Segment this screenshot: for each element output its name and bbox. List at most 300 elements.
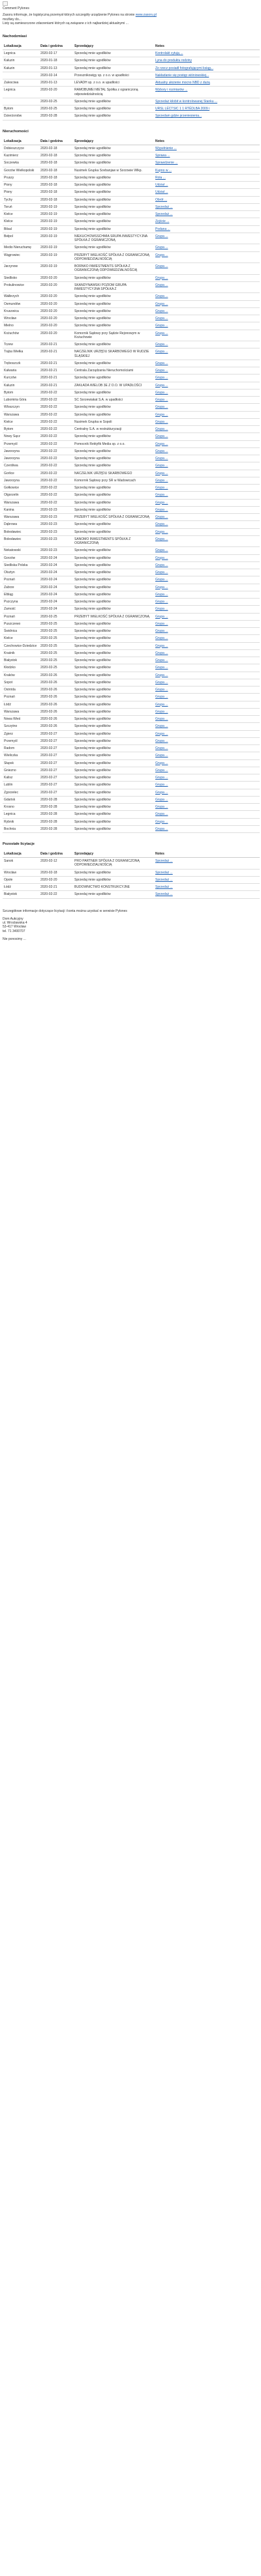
cell-notes[interactable]: Podana ... <box>154 225 260 233</box>
cell-date: 2020-02-25 <box>39 613 73 620</box>
cell-seller: Sprzedaj mnie ugodlkiów <box>73 375 154 382</box>
cell-seller: Sprzedaj mnie ugodlkiów <box>73 98 154 105</box>
cell-notes[interactable]: Grupa ... <box>154 426 260 433</box>
cell-notes[interactable]: Grupa ... <box>154 737 260 744</box>
cell-location: Warszawa <box>3 411 39 418</box>
cell-notes[interactable]: Grupa ... <box>154 411 260 418</box>
cell-seller: Sprzedaj mnie ugodlkiów <box>73 57 154 64</box>
table-row <box>3 64 260 72</box>
cell-seller: Centrala Zarządzania Nieruchomościami <box>73 367 154 375</box>
table-row <box>3 782 260 789</box>
table-row <box>3 561 260 569</box>
cell-notes[interactable]: Grupa ... <box>154 397 260 404</box>
cell-location: Kaluzin <box>3 64 39 72</box>
cell-notes[interactable]: Grupa ... <box>154 274 260 281</box>
cell-notes[interactable]: Grupa ... <box>154 433 260 440</box>
cell-notes[interactable]: Grupa ... <box>154 613 260 620</box>
cell-date: 2020-02-24 <box>39 584 73 591</box>
cell-location: Czerśliwa <box>3 462 39 470</box>
cell-notes[interactable]: Grupa ... <box>154 440 260 447</box>
cell-notes[interactable]: Grupa ... <box>154 375 260 382</box>
table-row <box>3 664 260 672</box>
cell-location: Gniezno <box>3 767 39 774</box>
table-row <box>3 152 260 160</box>
cell-seller: Sprzedaj mnie ugodlkiów <box>73 554 154 561</box>
column-header: Lokalizacja <box>3 851 39 858</box>
cell-location: Piony <box>3 182 39 189</box>
column-header: Notes <box>154 851 260 858</box>
column-header: Data i godzina <box>39 851 73 858</box>
cell-location: Mielno <box>3 322 39 330</box>
cell-notes[interactable]: Nakładanie się postęp wiśniowskiej... <box>154 72 260 79</box>
cell-date: 2020-02-19 <box>39 218 73 225</box>
cell-seller: Sprzedaj mnie ugodlkiów <box>73 635 154 642</box>
cell-date: 2020-02-21 <box>39 375 73 382</box>
cell-date: 2020-02-23 <box>39 528 73 535</box>
cell-notes[interactable]: Udział ... <box>154 182 260 189</box>
listing-table <box>3 851 260 899</box>
cell-notes[interactable]: Grupa ... <box>154 300 260 307</box>
cell-notes[interactable]: Grupa ... <box>154 716 260 723</box>
cell-location: Gorzów Wielkopolski <box>3 167 39 174</box>
cell-notes[interactable]: Grupa ... <box>154 584 260 591</box>
table-row <box>3 389 260 396</box>
cell-date: 2020-02-28 <box>39 113 73 120</box>
cell-notes[interactable]: Grupa ... <box>154 767 260 774</box>
cell-notes[interactable]: Grupa ... <box>154 804 260 811</box>
cell-notes[interactable]: Kontrolakt cytują ... <box>154 50 260 57</box>
site-name: Comment Pylones <box>3 7 29 10</box>
cell-location: Tczew <box>3 341 39 348</box>
cell-date: 2020-02-21 <box>39 360 73 367</box>
cell-date: 2020-02-28 <box>39 811 73 818</box>
cell-location: Opole <box>3 876 39 883</box>
cell-notes[interactable]: Grupa ... <box>154 789 260 796</box>
cell-notes[interactable]: Grupa ... <box>154 782 260 789</box>
cell-notes[interactable]: Grupa ... <box>154 730 260 737</box>
table-row <box>3 584 260 591</box>
listing-table <box>3 138 260 834</box>
cell-notes[interactable]: Grupa ... <box>154 635 260 642</box>
cell-notes[interactable]: Grupa ... <box>154 535 260 547</box>
cell-notes[interactable]: Kupno w ... <box>154 167 260 174</box>
cell-date: 2020-02-27 <box>39 730 73 737</box>
cell-date: 2020-02-18 <box>39 152 73 160</box>
cell-seller: Sprzedaj mnie ugodlkiów <box>73 716 154 723</box>
cell-location: Kraków <box>3 672 39 679</box>
cell-seller: Sprzedaj mnie ugodlkiów <box>73 796 154 803</box>
cell-location: Słupsk <box>3 759 39 767</box>
cell-notes[interactable]: Grupa ... <box>154 752 260 759</box>
cell-location: Olsztyn <box>3 569 39 576</box>
cell-location: Kielce <box>3 635 39 642</box>
cell-notes[interactable]: Grupa ... <box>154 701 260 708</box>
table-row <box>3 382 260 389</box>
table-row <box>3 804 260 811</box>
cell-notes[interactable]: Aktualny ułożenie mocno NBD z dużą <box>154 79 260 87</box>
table-row <box>3 174 260 181</box>
cell-notes[interactable]: Grupa ... <box>154 554 260 561</box>
cell-notes[interactable]: Grupa ... <box>154 694 260 701</box>
cell-location: Radom <box>3 745 39 752</box>
table-row <box>3 649 260 657</box>
cell-date: 2020-02-19 <box>39 225 73 233</box>
sections-container <box>3 35 260 899</box>
cell-location: Jaworzyna <box>3 447 39 455</box>
cell-date: 2020-02-22 <box>39 440 73 447</box>
cell-location: Pszczyna <box>3 599 39 606</box>
cell-location: Piony <box>3 189 39 196</box>
cell-seller: RAMOBUMEI METAL Spółka z ograniczoną odpowiedzialnością <box>73 87 154 98</box>
cell-seller: PRZEBYT WIELKOŚĆ SPÓŁKA Z OGRANICZONĄ ODPOWIEDZIALNOŚCIĄ <box>73 251 154 263</box>
table-row <box>3 341 260 348</box>
cell-notes[interactable]: Grupa ... <box>154 462 260 470</box>
cell-seller: Sprzedaj mnie ugodlkiów <box>73 404 154 411</box>
cell-notes[interactable]: Grupa ... <box>154 576 260 584</box>
cell-location: Legnica <box>3 811 39 818</box>
cell-notes[interactable]: Ze rzecz posiadł fotografującymi ksiąg... <box>154 64 260 72</box>
table-row <box>3 858 260 870</box>
cell-seller: Sprzedaj mnie ugodlkiów <box>73 818 154 825</box>
table-row <box>3 470 260 477</box>
cell-date: 2020-02-20 <box>39 330 73 341</box>
cell-location: Jaworzyna <box>3 455 39 462</box>
cell-notes[interactable]: Grupa ... <box>154 569 260 576</box>
cell-seller: Sprzedaj mnie ugodlkiów <box>73 64 154 72</box>
column-header: Notes <box>154 43 260 50</box>
cell-notes[interactable]: Sprzedaż kilobit w kontrolowanej Stanku ... <box>154 98 260 105</box>
cell-location: Ostróda <box>3 686 39 694</box>
table-row <box>3 547 260 554</box>
table-row <box>3 613 260 620</box>
cell-notes[interactable]: Sprzedaż ... <box>154 858 260 870</box>
table-row <box>3 528 260 535</box>
cell-notes[interactable]: Grupa ... <box>154 723 260 730</box>
cell-location: Bolesławiec <box>3 535 39 547</box>
cell-seller: Sprzedaj mnie ugodlkiów <box>73 218 154 225</box>
cell-date: 2020-02-23 <box>39 547 73 554</box>
table-row <box>3 628 260 635</box>
cell-notes[interactable]: Grupa ... <box>154 599 260 606</box>
table-row <box>3 606 260 613</box>
cell-notes[interactable]: Grupa ... <box>154 657 260 664</box>
cell-notes[interactable]: Grupa ... <box>154 811 260 818</box>
address-line: Dom Aukcyjny <box>3 916 23 921</box>
table-row <box>3 79 260 87</box>
cell-location: Jaworzyna <box>3 477 39 484</box>
cell-notes[interactable]: Grupa ... <box>154 561 260 569</box>
cell-date: 2020-02-25 <box>39 649 73 657</box>
cell-seller: Sprzedaj mnie ugodlkiów <box>73 628 154 635</box>
cell-seller: Nusimek Grupka w Sopoli <box>73 418 154 425</box>
cell-location <box>3 98 39 105</box>
table-row <box>3 679 260 686</box>
cell-notes[interactable]: Grupa ... <box>154 382 260 389</box>
cell-notes[interactable]: Grupa ... <box>154 263 260 275</box>
cell-notes[interactable]: Grupa ... <box>154 447 260 455</box>
table-row <box>3 244 260 251</box>
cell-date: 2020-02-19 <box>39 244 73 251</box>
cell-notes[interactable]: Grupa ... <box>154 470 260 477</box>
table-row <box>3 182 260 189</box>
cell-date: 2020-02-22 <box>39 477 73 484</box>
table-row <box>3 251 260 263</box>
address-line: tel. 71 3400707 <box>3 929 25 933</box>
cell-notes[interactable]: Obrót ... <box>154 196 260 203</box>
cell-location: Nowy Sącz <box>3 433 39 440</box>
cell-notes[interactable]: Sprzedaż ... <box>154 203 260 210</box>
cell-notes[interactable]: Grupa ... <box>154 672 260 679</box>
cell-seller: Sprzedaj mnie ugodlkiów <box>73 547 154 554</box>
cell-location: Lublin <box>3 782 39 789</box>
cell-seller: Sprzedaj mnie ugodlkiów <box>73 113 154 120</box>
cell-seller: Sprzedaj mnie ugodlkiów <box>73 642 154 649</box>
cell-location: Tychy <box>3 196 39 203</box>
cell-date: 2020-02-26 <box>39 679 73 686</box>
table-row <box>3 492 260 499</box>
cell-seller: Sprzedaj mnie ugodlkiów <box>73 789 154 796</box>
cell-notes[interactable]: Grupa ... <box>154 281 260 293</box>
intro-line-1: Zasoru informuje, że logistyczną przemysł których szczegóły urządzenie Pylones na stronie www.zasoru.pl <box>3 13 157 18</box>
cell-notes[interactable]: Grupa ... <box>154 745 260 752</box>
section-title: Pozostałe licytacje <box>3 842 35 846</box>
cell-seller: Sprzedaj mnie ugodlkiów <box>73 774 154 782</box>
cell-date: 2020-02-25 <box>39 642 73 649</box>
table-row <box>3 87 260 98</box>
table-row <box>3 686 260 694</box>
cell-notes[interactable]: Grupa ... <box>154 649 260 657</box>
cell-notes[interactable]: Grupa ... <box>154 521 260 528</box>
intro-line-3: Listy są zamieszczone zdarzeniami których są związane z ich najbardziej aktualnymi ... <box>3 21 129 25</box>
cell-location: Gorzów <box>3 554 39 561</box>
cell-seller: Sprzedaj mnie ugodlkiów <box>73 752 154 759</box>
cell-notes[interactable]: Grupa ... <box>154 774 260 782</box>
cell-date: 2020-02-28 <box>39 825 73 832</box>
address-line: ul. Wrocławska 4 <box>3 921 27 926</box>
cell-notes[interactable]: Grupa ... <box>154 506 260 513</box>
footer-disclaimer: Nie ponosimy ... <box>3 937 26 941</box>
cell-location: Bochnia <box>3 825 39 832</box>
cell-notes[interactable]: Grupa ... <box>154 455 260 462</box>
cell-date: 2020-02-18 <box>39 182 73 189</box>
cell-seller: Sprzedaj mnie ugodlkiów <box>73 620 154 627</box>
cell-notes[interactable]: Grupa ... <box>154 628 260 635</box>
cell-date: 2020-02-25 <box>39 664 73 672</box>
cell-notes[interactable]: Sprzedaż ... <box>154 211 260 218</box>
cell-notes[interactable]: Sprawdzenie ... <box>154 160 260 167</box>
cell-notes[interactable]: Grupa ... <box>154 796 260 803</box>
cell-location: Sopot <box>3 679 39 686</box>
cell-date: 2020-02-26 <box>39 723 73 730</box>
cell-seller: Sprzedaj mnie ugodlkiów <box>73 649 154 657</box>
cell-notes[interactable]: Grupa ... <box>154 322 260 330</box>
table-row <box>3 330 260 341</box>
cell-location: Zgierz <box>3 730 39 737</box>
cell-location: Kalisz <box>3 774 39 782</box>
cell-location: Gdańsk <box>3 796 39 803</box>
cell-date: 2020-02-21 <box>39 382 73 389</box>
cell-location: Siedlisko <box>3 274 39 281</box>
intro-link[interactable]: www.zasoru.pl <box>135 13 157 18</box>
cell-date: 2020-02-28 <box>39 804 73 811</box>
cell-notes[interactable]: Grupa ... <box>154 477 260 484</box>
cell-notes[interactable]: URSL LÉCTSIC 1 1 RTÉDLBA 2009 i <box>154 106 260 113</box>
cell-location: Białystok <box>3 657 39 664</box>
cell-notes[interactable]: Grupa ... <box>154 528 260 535</box>
cell-notes[interactable]: Grupa ... <box>154 341 260 348</box>
cell-notes[interactable]: Grupa ... <box>154 664 260 672</box>
cell-notes[interactable]: Grupa ... <box>154 315 260 322</box>
cell-notes[interactable]: Grupa ... <box>154 679 260 686</box>
cell-seller: Sprzedaj mnie ugodlkiów <box>73 315 154 322</box>
cell-seller: Sprzedaj mnie ugodlkiów <box>73 759 154 767</box>
table-row <box>3 348 260 360</box>
cell-seller: Przesznikowigy sp. z o.o. w upadłości <box>73 72 154 79</box>
cell-seller: Nusimek Grupka Sovbanjaw w Sorzowie Wlkp. <box>73 167 154 174</box>
cell-seller: Sprzedaj mnie ugodlkiów <box>73 521 154 528</box>
cell-notes[interactable]: Grupa ... <box>154 499 260 506</box>
table-row <box>3 218 260 225</box>
cell-date: 2020-02-27 <box>39 767 73 774</box>
cell-date: 2020-02-21 <box>39 348 73 360</box>
cell-notes[interactable]: Grupa ... <box>154 708 260 715</box>
cell-seller: Sprzedaj mnie ugodlkiów <box>73 274 154 281</box>
cell-notes[interactable]: Rola ... <box>154 174 260 181</box>
table-row <box>3 635 260 642</box>
cell-seller: Sprzedaj mnie ugodlkiów <box>73 499 154 506</box>
cell-notes[interactable]: Sprzedaż ... <box>154 869 260 876</box>
cell-seller: BUDOWNICTWO KONSTRUKCYJNE <box>73 884 154 891</box>
cell-date: 2020-02-26 <box>39 672 73 679</box>
cell-seller: Centralny S.A. w restrukturyzacji <box>73 426 154 433</box>
cell-date: 2020-02-20 <box>39 87 73 98</box>
cell-date: 2020-02-26 <box>39 694 73 701</box>
cell-seller: Sprzedaj mnie ugodlkiów <box>73 145 154 152</box>
cell-seller: Sprzedaj mnie ugodlkiów <box>73 492 154 499</box>
cell-location: Tręboszczk <box>3 360 39 367</box>
cell-date: 2020-02-24 <box>39 569 73 576</box>
cell-notes[interactable]: Grupa ... <box>154 514 260 521</box>
column-header: Lokalizacja <box>3 43 39 50</box>
cell-notes[interactable]: Grupa ... <box>154 825 260 832</box>
cell-notes[interactable]: Grupa ... <box>154 389 260 396</box>
cell-notes[interactable]: Grupa ... <box>154 244 260 251</box>
cell-notes[interactable]: Grupa ... <box>154 233 260 244</box>
cell-notes[interactable]: Grupa ... <box>154 620 260 627</box>
cell-seller: Sprzedaj mnie ugodlkiów <box>73 723 154 730</box>
cell-notes[interactable]: Grupa ... <box>154 418 260 425</box>
cell-seller: Sprzedaj mnie ugodlkiów <box>73 708 154 715</box>
cell-notes[interactable]: Grupa ... <box>154 492 260 499</box>
cell-location: Medio Nieruchamę <box>3 244 39 251</box>
cell-notes[interactable]: Wybory i rozmiarów ... <box>154 87 260 98</box>
cell-notes[interactable]: Zejście ... <box>154 218 260 225</box>
cell-date: 2020-02-25 <box>39 98 73 105</box>
cell-notes[interactable]: Grupa ... <box>154 686 260 694</box>
cell-notes[interactable]: Grupa ... <box>154 307 260 315</box>
cell-notes[interactable]: Grupa ... <box>154 330 260 341</box>
cell-location: Białystok <box>3 891 39 898</box>
table-row <box>3 375 260 382</box>
cell-seller: Sprzedaj mnie ugodlkiów <box>73 174 154 181</box>
cell-seller: Sprzedaj mnie ugodlkiów <box>73 433 154 440</box>
cell-seller: Sprzedaj mnie ugodlkiów <box>73 506 154 513</box>
cell-seller: Sprzedaj mnie ugodlkiów <box>73 745 154 752</box>
cell-notes[interactable]: Grupa ... <box>154 485 260 492</box>
cell-seller: Pomocnik Rektyfik Media sp. z o.o. <box>73 440 154 447</box>
cell-notes[interactable]: Grupa ... <box>154 251 260 263</box>
cell-date: 2020-02-22 <box>39 404 73 411</box>
column-header: Data i godzina <box>39 138 73 145</box>
cell-notes[interactable]: Grupa ... <box>154 404 260 411</box>
cell-location: Klelce <box>3 218 39 225</box>
table-row <box>3 730 260 737</box>
cell-date: 2020-02-20 <box>39 876 73 883</box>
cell-location: Przemyśl <box>3 737 39 744</box>
cell-date: 2020-02-22 <box>39 462 73 470</box>
cell-location: Sanok <box>3 858 39 870</box>
cell-notes[interactable]: Grupa ... <box>154 367 260 375</box>
section-title: Nachodzmiasi <box>3 35 27 38</box>
cell-notes[interactable]: Grupa ... <box>154 606 260 613</box>
cell-seller: Sprzedaj mnie ugodlkiów <box>73 686 154 694</box>
cell-notes[interactable]: Grupa ... <box>154 818 260 825</box>
cell-seller: Sprzedaj mnie ugodlkiów <box>73 225 154 233</box>
cell-notes[interactable]: Sprzedaż ... <box>154 884 260 891</box>
table-row <box>3 315 260 322</box>
cell-notes[interactable]: Grupa ... <box>154 591 260 598</box>
table-header-row <box>3 138 260 145</box>
cell-notes[interactable]: Sprzedam gdzie przeniesienia... <box>154 113 260 120</box>
cell-date: 2020-02-27 <box>39 774 73 782</box>
column-header: Sprzedający <box>73 138 154 145</box>
cell-location: Poznań <box>3 694 39 701</box>
cell-notes[interactable]: Udział ... <box>154 189 260 196</box>
cell-notes[interactable]: Sprzedaż ... <box>154 891 260 898</box>
cell-notes[interactable]: Grupa ... <box>154 348 260 360</box>
cell-notes[interactable]: Grupa ... <box>154 642 260 649</box>
cell-seller: Sprzedaj mnie ugodlkiów <box>73 307 154 315</box>
table-row <box>3 723 260 730</box>
cell-location: Świdnica <box>3 628 39 635</box>
cell-notes[interactable]: Grupa ... <box>154 360 260 367</box>
cell-date: 2020-02-21 <box>39 341 73 348</box>
cell-date: 2020-02-24 <box>39 599 73 606</box>
cell-notes[interactable]: Grupa ... <box>154 547 260 554</box>
table-row <box>3 440 260 447</box>
cell-date: 2020-02-28 <box>39 796 73 803</box>
table-row <box>3 462 260 470</box>
cell-seller: Komornik Sądowy przy SR w Wadowicach <box>73 477 154 484</box>
cell-date: 2020-02-23 <box>39 514 73 521</box>
cell-notes[interactable]: Wypełnienie ... <box>154 145 260 152</box>
cell-date: 2020-02-27 <box>39 752 73 759</box>
cell-date: 2020-02-20 <box>39 274 73 281</box>
cell-location: Kalwaria <box>3 367 39 375</box>
cell-date: 2020-02-20 <box>39 315 73 322</box>
cell-notes[interactable]: Lyna do produktu rodziny <box>154 57 260 64</box>
cell-notes[interactable]: Sprawa ... <box>154 152 260 160</box>
cell-location: Kaluzin <box>3 382 39 389</box>
cell-notes[interactable]: Grupa ... <box>154 293 260 300</box>
cell-date: 2020-02-22 <box>39 447 73 455</box>
cell-notes[interactable]: Sprzedaż ... <box>154 876 260 883</box>
cell-notes[interactable]: Grupa ... <box>154 759 260 767</box>
intro-text <box>3 13 260 25</box>
cell-date: 2020-02-25 <box>39 657 73 664</box>
cell-location: Warszawa <box>3 708 39 715</box>
table-row <box>3 57 260 64</box>
